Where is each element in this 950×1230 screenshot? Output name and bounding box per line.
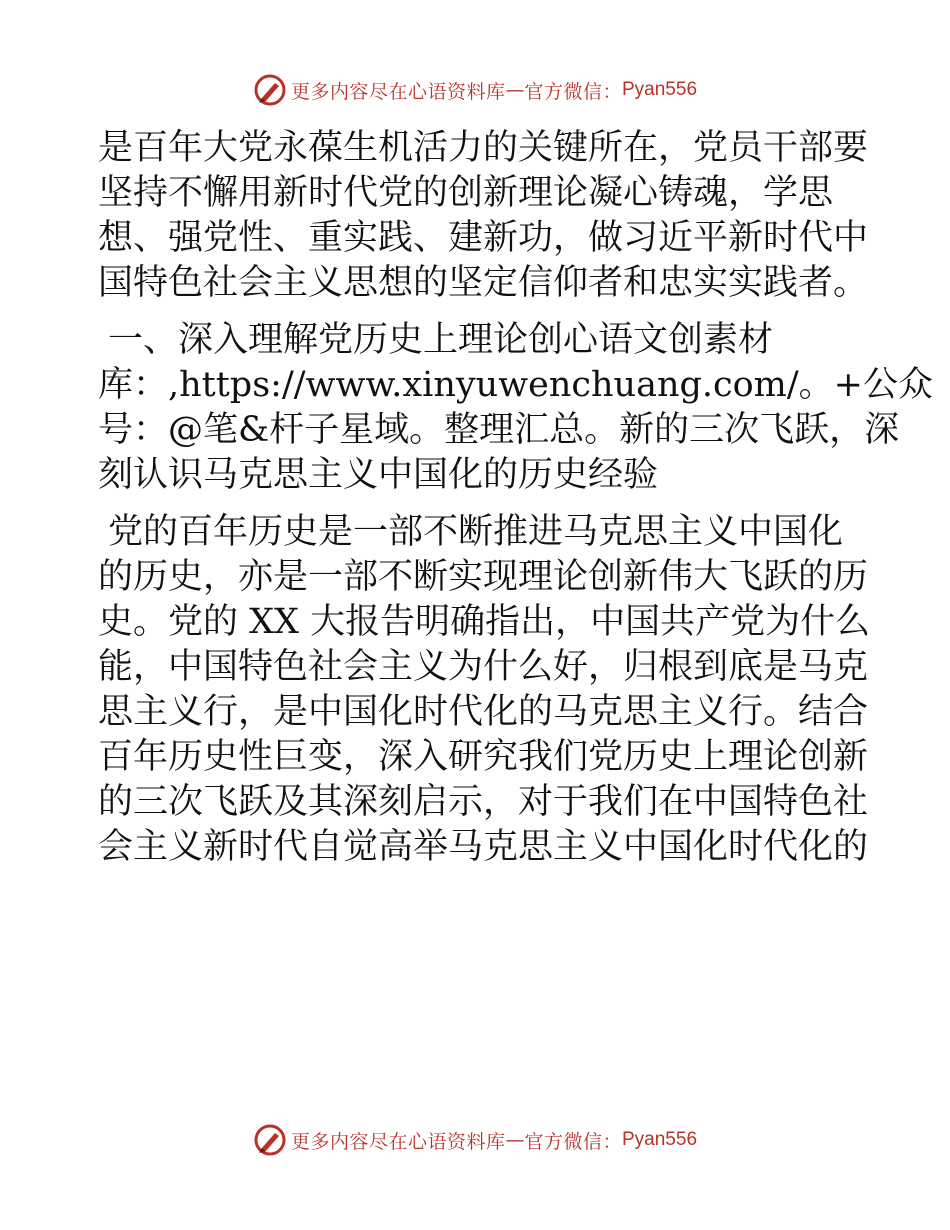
text-line: 会主义新时代自觉高举马克思主义中国化时代化的 bbox=[98, 827, 869, 867]
text-line bbox=[98, 318, 858, 363]
text-line: 是百年大党永葆生机活力的关键所在，党员干部要 bbox=[98, 128, 869, 168]
text-line bbox=[98, 510, 858, 555]
text-line: 刻认识马克思主义中国化的历史经验 bbox=[98, 455, 659, 495]
text-line: 百年历史性巨变，深入研究我们党历史上理论创新 bbox=[98, 737, 869, 777]
paragraph-3 bbox=[98, 510, 871, 870]
banner-label: 官方微信： bbox=[524, 1130, 622, 1153]
text-line: 坚持不懈用新时代党的创新理论凝心铸魂，学思 bbox=[98, 173, 834, 213]
banner-text: 更多内容尽在心语资料库 bbox=[290, 80, 506, 103]
footer-watermark-banner bbox=[0, 1120, 950, 1160]
banner-wechat-id: Pyan556 bbox=[622, 1129, 698, 1150]
section-heading-text: 一、深入理解党历史上理论创心语文创素材 bbox=[108, 320, 774, 360]
text-line: 思主义行，是中国化时代化的马克思主义行。结合 bbox=[98, 692, 869, 732]
section-heading-paragraph bbox=[98, 318, 933, 498]
banner-separator: — bbox=[505, 79, 525, 101]
header-watermark-banner bbox=[0, 70, 950, 110]
document-body bbox=[98, 126, 933, 870]
text-line: 的三次飞跃及其深刻启示，对于我们在中国特色社 bbox=[98, 782, 869, 822]
text-line: 库：,https://www.xinyuwenchuang.com/。+公众 bbox=[98, 365, 933, 405]
text-line: 号：@笔&杆子星域。整理汇总。新的三次飞跃，深 bbox=[98, 410, 900, 450]
text-line: 想、强党性、重实践、建新功，做习近平新时代中 bbox=[98, 218, 869, 258]
banner-label: 官方微信： bbox=[524, 80, 622, 103]
banner-separator: — bbox=[505, 1129, 525, 1151]
text-line: 史。党的 XX 大报告明确指出，中国共产党为什么 bbox=[98, 602, 871, 642]
paragraph-1 bbox=[98, 126, 869, 306]
text-line: 的历史，亦是一部不断实现理论创新伟大飞跃的历 bbox=[98, 557, 869, 597]
banner-text: 更多内容尽在心语资料库 bbox=[290, 1130, 506, 1153]
pen-logo-icon bbox=[253, 1123, 287, 1157]
text-line: 国特色社会主义思想的坚定信仰者和忠实实践者。 bbox=[98, 263, 869, 303]
text-line: 能，中国特色社会主义为什么好，归根到底是马克 bbox=[98, 647, 869, 687]
banner-wechat-id: Pyan556 bbox=[622, 79, 698, 100]
pen-logo-icon bbox=[253, 73, 287, 107]
paragraph-lead-text: 党的百年历史是一部不断推进马克思主义中国化 bbox=[108, 512, 844, 552]
